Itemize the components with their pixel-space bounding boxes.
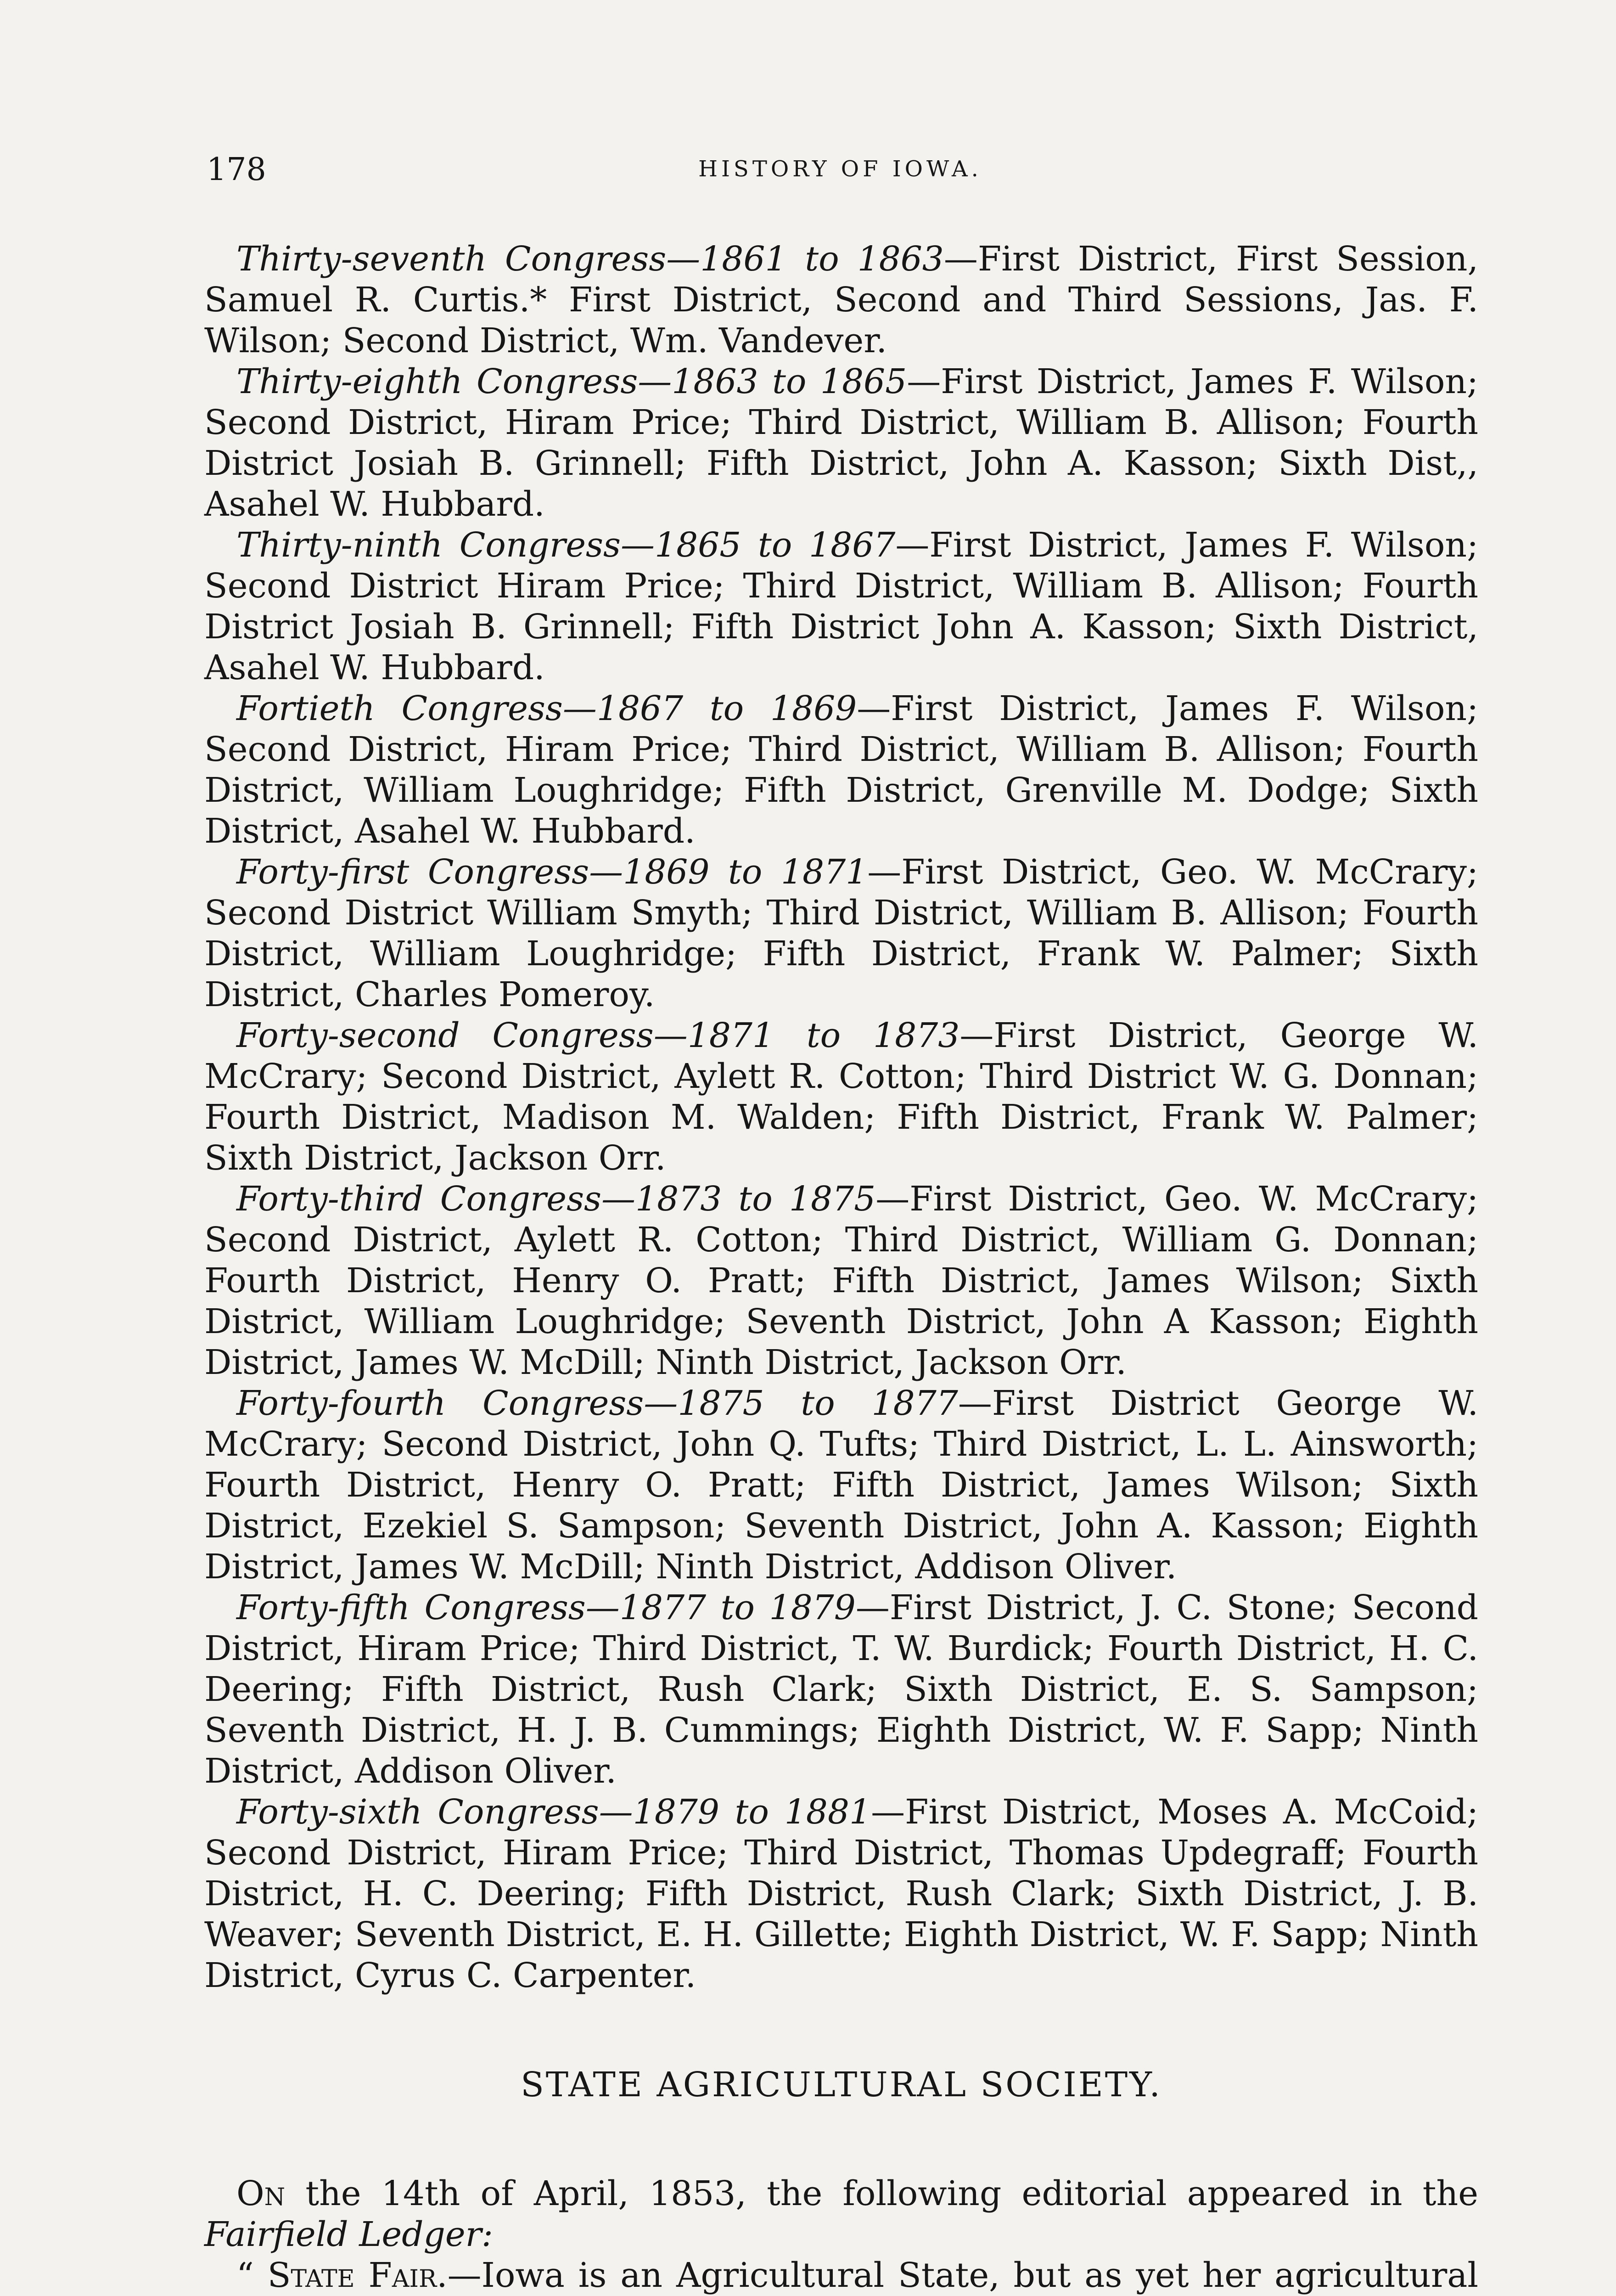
congress-title: Thirty-seventh Congress—1861 to 1863 <box>236 239 944 279</box>
congress-entry <box>204 1587 1478 1792</box>
congress-entry <box>204 525 1478 688</box>
body-text <box>204 239 1478 2296</box>
quote-open-mark: “ <box>236 2256 268 2295</box>
quote-text: .—Iowa is an Agricultural State, but as yet her agricultural <box>437 2256 1479 2295</box>
congress-entry <box>204 239 1478 361</box>
congress-members: —First District, Geo. W. McCrary; Second District, Aylett R. Cotton; Third District, William G. Donnan; Fourth District, Henry O. Pratt; Fifth District, James Wilson; Sixth District, William Loughridge; Seventh District, John A Kasson; Eighth District, James W. McDill; Ninth District, Jackson Orr. <box>204 1179 1478 1382</box>
page-number: 178 <box>207 152 266 188</box>
intro-lead: On <box>236 2174 286 2213</box>
congress-title: Forty-fifth Congress—1877 to 1879 <box>236 1588 856 1627</box>
running-head <box>207 152 1474 202</box>
congress-entry <box>204 1015 1478 1179</box>
congress-members: —First District, Geo. W. McCrary; Second District William Smyth; Third District, William B. Allison; Fourth District, William Loughridge; Fifth District, Frank W. Palmer; Sixth District, Charles Pomeroy. <box>204 852 1478 1014</box>
intro-text: the 14th of April, 1853, the following editorial appeared in the <box>285 2174 1478 2213</box>
section-heading: STATE AGRICULTURAL SOCIETY. <box>521 2065 1162 2105</box>
congress-entry <box>204 361 1478 525</box>
congress-members: —First District, Moses A. McCoid; Second District, Hiram Price; Third District, Thomas Updegraff; Fourth District, H. C. Deering; Fifth District, Rush Clark; Sixth District, J. B. Weaver; Seventh District, E. H. Gillette; Eighth District, W. F. Sapp; Ninth District, Cyrus C. Carpenter. <box>204 1792 1479 1995</box>
congress-entry <box>204 1179 1478 1383</box>
congress-members: —First District, First Session, Samuel R. Curtis.* First District, Second and Third Sessions, Jas. F. Wilson; Second District, Wm. Vandever. <box>204 239 1478 360</box>
congress-members: —First District, James F. Wilson; Second District, Hiram Price; Third District, William B. Allison; Fourth District Josiah B. Grinnell; Fifth District, John A. Kasson; Sixth Dist,, Asahel W. Hubbard. <box>204 362 1478 524</box>
newspaper-name: Fairfield Ledger: <box>204 2215 493 2254</box>
congress-members: —First District, James F. Wilson; Second District Hiram Price; Third District, William B. Allison; Fourth District Josiah B. Grinnell; Fifth District John A. Kasson; Sixth District, Asahel W. Hubbard. <box>204 525 1478 687</box>
congress-members: —First District, George W. McCrary; Second District, Aylett R. Cotton; Third District W. G. Donnan; Fourth District, Madison M. Walden; Fifth District, Frank W. Palmer; Sixth District, Jackson Orr. <box>204 1016 1478 1178</box>
congress-title: Forty-second Congress—1871 to 1873 <box>236 1016 960 1055</box>
congress-title: Fortieth Congress—1867 to 1869 <box>236 689 857 728</box>
congress-title: Forty-sixth Congress—1879 to 1881 <box>236 1792 871 1832</box>
congress-title: Thirty-eighth Congress—1863 to 1865 <box>236 362 907 401</box>
congress-entry <box>204 688 1478 852</box>
congress-members: —First District, James F. Wilson; Second District, Hiram Price; Third District, William B. Allison; Fourth District, William Loughridge; Fifth District, Grenville M. Dodge; Sixth District, Asahel W. Hubbard. <box>204 689 1478 851</box>
congress-entry <box>204 1792 1478 1996</box>
congress-title: Thirty-ninth Congress—1865 to 1867 <box>236 525 896 565</box>
congress-entry <box>204 1383 1478 1587</box>
congress-title: Forty-fourth Congress—1875 to 1877 <box>236 1384 958 1423</box>
congress-members: —First District George W. McCrary; Second District, John Q. Tufts; Third District, L. L. Ainsworth; Fourth District, Henry O. Pratt; Fifth District, James Wilson; Sixth District, Ezekiel S. Sampson; Seventh District, John A. Kasson; Eighth District, James W. McDill; Ninth District, Addison Oliver. <box>204 1384 1478 1587</box>
congress-title: Forty-third Congress—1873 to 1875 <box>236 1179 876 1219</box>
quote-lead: State Fair <box>267 2256 437 2295</box>
running-title: HISTORY OF IOWA. <box>698 156 982 182</box>
congress-title: Forty-first Congress—1869 to 1871 <box>236 852 868 892</box>
congress-members: —First District, J. C. Stone; Second District, Hiram Price; Third District, T. W. Burdick; Fourth District, H. C. Deering; Fifth District, Rush Clark; Sixth District, E. S. Sampson; Seventh District, H. J. B. Cummings; Eighth District, W. F. Sapp; Ninth District, Addison Oliver. <box>204 1588 1478 1791</box>
quote-paragraph <box>204 2255 1478 2296</box>
congress-entry <box>204 852 1478 1015</box>
intro-paragraph <box>204 2173 1478 2255</box>
